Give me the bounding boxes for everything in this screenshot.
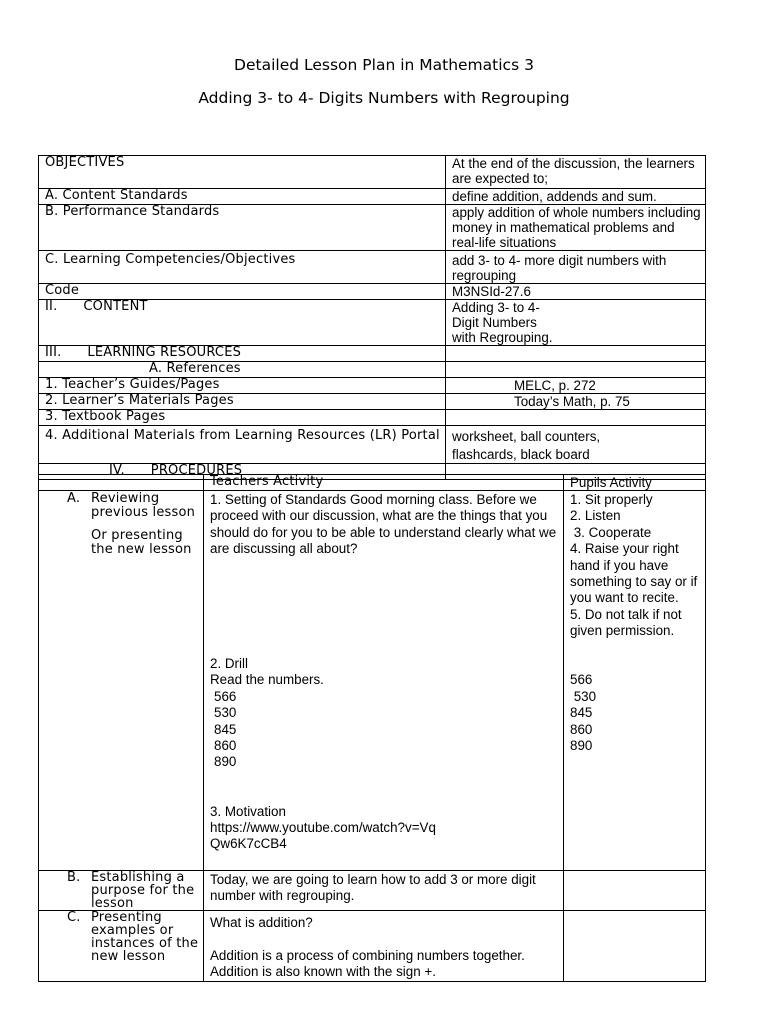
step-b-label xyxy=(39,871,204,911)
drill-numbers xyxy=(210,689,563,771)
step-b-title: Establishing a purpose for the lesson xyxy=(91,870,195,911)
motivation-title: 3. Motivation xyxy=(210,803,286,819)
drill-number: 845 xyxy=(214,721,237,737)
references-value xyxy=(446,362,706,378)
addition-definition: Addition is a process of combining numbers together. Addition is also known with the sign +. xyxy=(210,947,525,980)
textbook-pages-text xyxy=(446,410,706,426)
pupil-rule: 4. Raise your right hand if you have something to say or if you want to recite. xyxy=(570,541,698,606)
teachers-activity-header: Teachers Activity xyxy=(204,475,564,491)
additional-materials-label: 4. Additional Materials from Learning Resources (LR) Portal xyxy=(39,426,446,464)
step-c-teacher xyxy=(204,911,564,982)
step-a-label xyxy=(39,491,204,871)
document-subtitle: Adding 3- to 4- Digits Numbers with Regrouping xyxy=(198,89,570,107)
learning-resources-label: III. LEARNING RESOURCES xyxy=(39,346,446,362)
step-a-teacher xyxy=(204,491,564,871)
step-a-letter: A. xyxy=(67,491,81,506)
objectives-text: At the end of the discussion, the learners are expected to; xyxy=(446,156,706,189)
pupil-number: 860 xyxy=(570,721,593,737)
step-b-pupils xyxy=(564,871,706,911)
drill-instruction: Read the numbers. xyxy=(210,672,324,688)
lesson-overview-table xyxy=(38,155,706,480)
step-a-alt-title: Or presenting the new lesson xyxy=(91,528,192,557)
step-a-title: Reviewing previous lesson xyxy=(91,491,196,520)
drill-number: 890 xyxy=(214,754,237,770)
drill-number: 530 xyxy=(214,705,237,721)
pupil-number: 566 xyxy=(570,672,593,688)
setting-of-standards-text: 1. Setting of Standards Good morning class. Before we proceed with our discussion, what are the things that you should do for you to be able to understand clearly what we are discussing all about? xyxy=(210,492,557,557)
teachers-guides-label: 1. Teacher’s Guides/Pages xyxy=(39,378,446,394)
step-a-pupils xyxy=(564,491,706,871)
references-label: A. References xyxy=(39,362,446,378)
pupil-rule: 1. Sit properly xyxy=(570,492,653,507)
objectives-label: OBJECTIVES xyxy=(39,156,446,189)
step-c-letter: C. xyxy=(67,910,81,925)
pupil-number: 845 xyxy=(570,705,593,721)
pupil-number: 530 xyxy=(570,688,597,704)
content-standards-label: A. Content Standards xyxy=(39,189,446,205)
pupil-rule: 5. Do not talk if not given permission. xyxy=(570,606,682,639)
procedures-label: IV. PROCEDURES xyxy=(39,464,446,480)
step-b-letter: B. xyxy=(67,870,81,885)
step-c-pupils xyxy=(564,911,706,982)
drill-number: 860 xyxy=(214,738,237,754)
pupil-rule: 3. Cooperate xyxy=(570,524,652,540)
performance-standards-text: apply addition of whole numbers including money in mathematical problems and real-life situations xyxy=(446,205,706,251)
pupil-number: 890 xyxy=(570,738,593,754)
teachers-guides-text: MELC, p. 272 xyxy=(446,378,706,394)
learners-materials-text: Today’s Math, p. 75 xyxy=(446,394,706,410)
code-text: M3NSId-27.6 xyxy=(446,284,706,300)
document-title: Detailed Lesson Plan in Mathematics 3 xyxy=(234,56,534,74)
code-label: Code xyxy=(39,284,446,300)
pupil-rule: 2. Listen xyxy=(570,508,621,524)
competencies-text: add 3- to 4- more digit numbers with regrouping xyxy=(446,251,706,284)
step-c-label xyxy=(39,911,204,982)
textbook-pages-label: 3. Textbook Pages xyxy=(39,410,446,426)
step-b-teacher: Today, we are going to learn how to add 3 or more digit number with regrouping. xyxy=(204,871,564,911)
content-label: II. CONTENT xyxy=(39,300,446,346)
learners-materials-label: 2. Learner’s Materials Pages xyxy=(39,394,446,410)
pupils-activity-header: Pupils Activity xyxy=(564,475,706,491)
performance-standards-label: B. Performance Standards xyxy=(39,205,446,251)
addition-question: What is addition? xyxy=(210,915,313,930)
procedures-table xyxy=(38,474,706,982)
content-text: Adding 3- to 4-Digit Numbers with Regrouping. xyxy=(446,300,706,346)
learning-resources-value xyxy=(446,346,706,362)
content-standards-text: define addition, addends and sum. xyxy=(446,189,706,205)
drill-title: 2. Drill xyxy=(210,656,248,671)
procedures-step-header xyxy=(39,475,204,491)
competencies-label: C. Learning Competencies/Objectives xyxy=(39,251,446,284)
additional-materials-text: worksheet, ball counters, flashcards, black board xyxy=(446,426,706,464)
motivation-link[interactable]: https://www.youtube.com/watch?v=VqQw6K7cCB4 xyxy=(210,820,436,852)
drill-number: 566 xyxy=(214,688,237,704)
step-c-title: Presenting examples or instances of the new lesson xyxy=(91,910,199,964)
